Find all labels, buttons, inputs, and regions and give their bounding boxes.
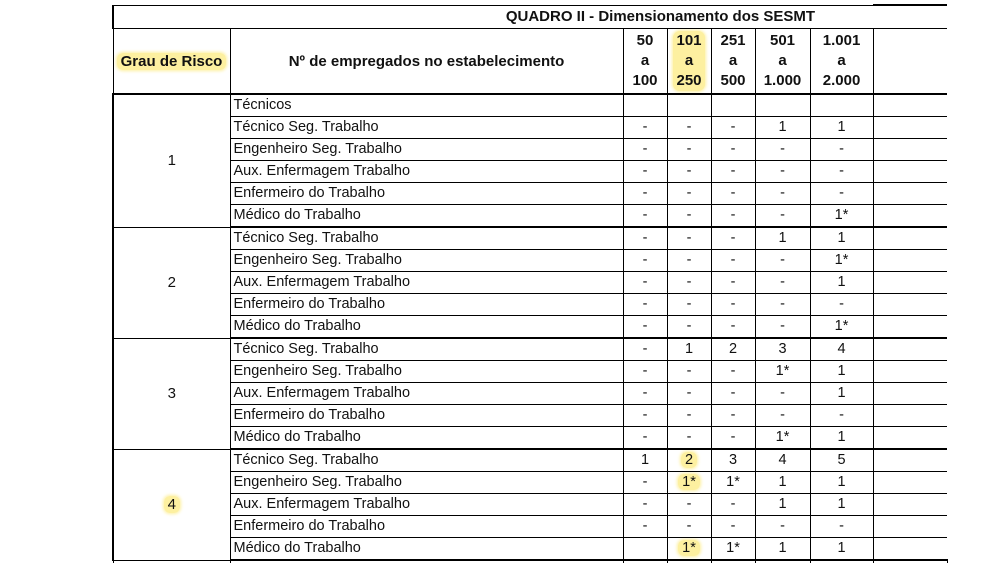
value-cell — [667, 494, 711, 516]
value-cell — [667, 361, 711, 383]
value-cell — [810, 94, 873, 117]
value-cell-next — [873, 361, 947, 383]
value-cell — [623, 183, 667, 205]
value-cell — [623, 227, 667, 250]
cell-value: - — [642, 119, 648, 135]
value-cell — [810, 294, 873, 316]
value-cell — [667, 94, 711, 117]
grau-value: 1 — [167, 152, 176, 170]
cell-value: - — [839, 163, 844, 179]
value-cell — [667, 472, 711, 494]
cell-value: - — [730, 207, 736, 223]
value-cell — [623, 449, 667, 472]
value-cell — [711, 516, 755, 538]
cell-value: 4 — [837, 341, 846, 357]
cell-value: - — [686, 230, 692, 246]
grau-value: 4 — [164, 496, 180, 513]
value-cell — [810, 472, 873, 494]
value-cell — [667, 516, 711, 538]
cell-value: - — [780, 274, 785, 290]
value-cell — [755, 338, 810, 361]
header-range-0 — [623, 29, 667, 95]
cell-value: - — [642, 296, 648, 312]
value-cell-next — [873, 94, 947, 117]
cell-value: - — [730, 429, 736, 445]
cell-value: - — [642, 407, 648, 423]
cell-value: 2 — [728, 341, 738, 357]
value-cell — [623, 272, 667, 294]
value-cell — [755, 472, 810, 494]
cell-value: - — [686, 429, 692, 445]
value-cell — [810, 449, 873, 472]
value-cell — [667, 449, 711, 472]
value-cell — [810, 516, 873, 538]
value-cell-next — [873, 294, 947, 316]
grau-cell — [113, 227, 230, 338]
value-cell-next — [873, 205, 947, 228]
value-cell — [810, 139, 873, 161]
value-cell — [623, 94, 667, 117]
header-range-next — [873, 29, 947, 95]
role-label: Enfermeiro do Trabalho — [230, 516, 623, 538]
cell-value: 1 — [684, 341, 694, 357]
value-cell — [810, 427, 873, 450]
title-row — [113, 5, 947, 29]
cell-value: 1* — [834, 207, 849, 223]
value-cell — [667, 139, 711, 161]
role-label: Técnico Seg. Trabalho — [230, 227, 623, 250]
cell-value: - — [730, 385, 736, 401]
cell-value: - — [642, 496, 648, 512]
table-row — [113, 316, 947, 339]
range-text: 251 a 500 — [720, 32, 746, 89]
range-text: 1.001 a 2.000 — [822, 32, 861, 89]
cell-value: - — [642, 474, 648, 490]
role-label: Aux. Enfermagem Trabalho — [230, 383, 623, 405]
cell-value: - — [730, 518, 736, 534]
value-cell — [711, 361, 755, 383]
value-cell — [810, 117, 873, 139]
cell-value: - — [642, 252, 648, 268]
value-cell — [711, 538, 755, 561]
role-label: Enfermeiro do Trabalho — [230, 405, 623, 427]
value-cell — [623, 117, 667, 139]
value-cell-next — [873, 427, 947, 450]
role-label: Técnico Seg. Trabalho — [230, 338, 623, 361]
value-cell — [667, 338, 711, 361]
cell-value: 1 — [837, 540, 846, 556]
value-cell — [755, 316, 810, 339]
role-label: Aux. Enfermagem Trabalho — [230, 161, 623, 183]
value-cell — [755, 117, 810, 139]
cell-value: 1 — [837, 496, 846, 512]
cell-value: - — [686, 385, 692, 401]
cell-value: - — [839, 141, 844, 157]
cell-value: - — [730, 296, 736, 312]
cell-value: 1* — [678, 474, 700, 490]
cell-value: - — [730, 274, 736, 290]
value-cell — [623, 427, 667, 450]
table-row — [113, 472, 947, 494]
cell-value: 1* — [834, 318, 849, 334]
value-cell — [623, 405, 667, 427]
value-cell — [711, 250, 755, 272]
cell-value: - — [839, 296, 844, 312]
table-row — [113, 494, 947, 516]
role-label: Técnico Seg. Trabalho — [230, 449, 623, 472]
role-label: Médico do Trabalho — [230, 205, 623, 228]
value-cell — [755, 494, 810, 516]
value-cell-next — [873, 472, 947, 494]
header-range-1 — [667, 29, 711, 95]
cell-value: 1* — [834, 252, 849, 268]
cell-value: 1 — [778, 540, 787, 556]
cell-value: - — [730, 141, 736, 157]
cell-value: 1 — [778, 474, 787, 490]
value-cell — [755, 94, 810, 117]
value-cell — [667, 427, 711, 450]
table-row — [113, 538, 947, 561]
role-label: Aux. Enfermagem Trabalho — [230, 272, 623, 294]
cell-value: - — [839, 407, 844, 423]
value-cell — [755, 183, 810, 205]
header-grau-cell — [113, 29, 230, 95]
cell-value: - — [839, 185, 844, 201]
cell-value: - — [839, 518, 844, 534]
value-cell — [623, 161, 667, 183]
cell-value: 3 — [778, 341, 787, 357]
value-cell-next — [873, 272, 947, 294]
table-row — [113, 361, 947, 383]
value-cell — [810, 494, 873, 516]
cell-value: - — [730, 230, 736, 246]
value-cell — [810, 405, 873, 427]
value-cell — [755, 383, 810, 405]
value-cell — [623, 338, 667, 361]
cell-value: 1* — [726, 540, 740, 556]
cell-value: - — [686, 207, 692, 223]
value-cell — [810, 538, 873, 561]
cell-value: - — [642, 230, 648, 246]
cell-value: - — [642, 163, 648, 179]
value-cell-next — [873, 338, 947, 361]
value-cell — [711, 294, 755, 316]
value-cell-next — [873, 227, 947, 250]
sesmt-table — [112, 4, 948, 563]
value-cell — [755, 449, 810, 472]
cell-value: - — [686, 363, 692, 379]
value-cell — [755, 227, 810, 250]
role-label: Engenheiro Seg. Trabalho — [230, 361, 623, 383]
value-cell-next — [873, 383, 947, 405]
cell-value: - — [780, 141, 785, 157]
cell-value: 1 — [837, 385, 846, 401]
cell-value: - — [780, 518, 785, 534]
value-cell — [711, 117, 755, 139]
value-cell-next — [873, 538, 947, 561]
value-cell — [667, 227, 711, 250]
cell-value: - — [780, 207, 785, 223]
table-row — [113, 161, 947, 183]
cell-value: - — [642, 318, 648, 334]
range-text: 501 a 1.000 — [763, 32, 802, 89]
role-label: Médico do Trabalho — [230, 316, 623, 339]
cell-value: - — [686, 407, 692, 423]
cell-value: - — [642, 207, 648, 223]
value-cell — [755, 516, 810, 538]
cell-value: - — [642, 141, 648, 157]
value-cell — [711, 183, 755, 205]
cell-value: - — [730, 252, 736, 268]
value-cell — [755, 272, 810, 294]
value-cell — [667, 294, 711, 316]
role-label: Médico do Trabalho — [230, 538, 623, 561]
value-cell — [623, 516, 667, 538]
value-cell — [755, 538, 810, 561]
cell-value: - — [780, 163, 785, 179]
table-row — [113, 227, 947, 250]
cell-value: - — [780, 296, 785, 312]
value-cell — [667, 383, 711, 405]
value-cell — [810, 316, 873, 339]
value-cell — [711, 449, 755, 472]
value-cell — [711, 383, 755, 405]
cell-value: 1* — [775, 363, 790, 379]
cell-value: - — [642, 385, 648, 401]
cell-value: - — [730, 407, 736, 423]
cell-value: 1 — [837, 230, 846, 246]
value-cell-next — [873, 316, 947, 339]
value-cell — [755, 361, 810, 383]
value-cell — [711, 338, 755, 361]
value-cell — [667, 405, 711, 427]
table-row — [113, 117, 947, 139]
value-cell — [711, 494, 755, 516]
value-cell — [711, 472, 755, 494]
cell-value: - — [730, 163, 736, 179]
value-cell — [623, 383, 667, 405]
cell-value: - — [730, 185, 736, 201]
cell-value: - — [686, 296, 692, 312]
value-cell — [667, 250, 711, 272]
value-cell — [623, 538, 667, 561]
header-range-2 — [711, 29, 755, 95]
header-row — [113, 29, 947, 95]
grau-value: 3 — [167, 385, 176, 402]
value-cell — [810, 250, 873, 272]
value-cell — [755, 427, 810, 450]
value-cell-next — [873, 250, 947, 272]
table-row — [113, 250, 947, 272]
value-cell — [810, 338, 873, 361]
value-cell — [810, 205, 873, 228]
cell-value: - — [686, 119, 692, 135]
grau-cell — [113, 338, 230, 449]
value-cell — [623, 250, 667, 272]
value-cell-next — [873, 449, 947, 472]
value-cell — [711, 405, 755, 427]
value-cell — [623, 494, 667, 516]
table-row — [113, 294, 947, 316]
header-range-4 — [810, 29, 873, 95]
cell-value: - — [730, 363, 736, 379]
table-row — [113, 205, 947, 228]
cell-value: - — [642, 274, 648, 290]
value-cell — [667, 183, 711, 205]
cell-value: - — [686, 141, 692, 157]
cell-value: - — [686, 252, 692, 268]
cell-value: - — [686, 496, 692, 512]
table-row — [113, 94, 947, 117]
value-cell — [711, 161, 755, 183]
value-cell — [755, 161, 810, 183]
cell-value: - — [642, 363, 648, 379]
table-row — [113, 427, 947, 450]
value-cell — [755, 205, 810, 228]
cell-value: 1 — [837, 119, 846, 135]
cell-value: - — [686, 274, 692, 290]
value-cell — [667, 316, 711, 339]
value-cell — [755, 139, 810, 161]
table-row — [113, 183, 947, 205]
cell-value: 1 — [837, 474, 846, 490]
role-label: Engenheiro Seg. Trabalho — [230, 250, 623, 272]
role-label: Engenheiro Seg. Trabalho — [230, 472, 623, 494]
table-row — [113, 449, 947, 472]
value-cell-next — [873, 139, 947, 161]
value-cell-next — [873, 161, 947, 183]
value-cell — [667, 161, 711, 183]
role-label: Médico do Trabalho — [230, 427, 623, 450]
header-grau-label: Grau de Risco — [117, 53, 227, 70]
value-cell-next — [873, 117, 947, 139]
value-cell — [810, 161, 873, 183]
grau-cell — [113, 94, 230, 227]
table-row — [113, 405, 947, 427]
cell-value: 1* — [775, 429, 790, 445]
value-cell — [810, 272, 873, 294]
value-cell — [667, 117, 711, 139]
role-label: Enfermeiro do Trabalho — [230, 294, 623, 316]
value-cell — [810, 383, 873, 405]
table-title: QUADRO II - Dimensionamento dos SESMT — [113, 5, 873, 29]
table-row — [113, 516, 947, 538]
value-cell — [711, 139, 755, 161]
range-text-highlighted: 101 a 250 — [673, 31, 704, 91]
cell-value: 1 — [837, 274, 846, 290]
value-cell — [711, 427, 755, 450]
table-row — [113, 383, 947, 405]
value-cell — [623, 361, 667, 383]
role-label: Enfermeiro do Trabalho — [230, 183, 623, 205]
table-row — [113, 139, 947, 161]
cell-value: - — [642, 429, 648, 445]
cell-value: - — [730, 318, 736, 334]
cell-value: 1 — [640, 452, 650, 468]
value-cell — [755, 405, 810, 427]
value-cell — [711, 272, 755, 294]
cell-value: 2 — [681, 452, 697, 468]
role-label: Técnico Seg. Trabalho — [230, 117, 623, 139]
range-text: 50 a 100 — [632, 32, 658, 89]
title-spacer — [873, 5, 947, 29]
value-cell — [667, 272, 711, 294]
value-cell — [810, 361, 873, 383]
value-cell — [623, 294, 667, 316]
value-cell — [711, 227, 755, 250]
header-range-3 — [755, 29, 810, 95]
value-cell — [810, 183, 873, 205]
cell-value: 1* — [678, 540, 700, 556]
cell-value: - — [730, 119, 736, 135]
role-label: Aux. Enfermagem Trabalho — [230, 494, 623, 516]
cell-value: 1 — [778, 496, 787, 512]
cell-value: - — [730, 496, 736, 512]
cell-value: - — [780, 252, 785, 268]
cell-value: - — [642, 185, 648, 201]
value-cell-next — [873, 494, 947, 516]
cell-value: 3 — [728, 452, 738, 468]
grau-cell — [113, 449, 230, 560]
cell-value: 1* — [726, 474, 740, 490]
value-cell — [623, 139, 667, 161]
value-cell — [623, 316, 667, 339]
value-cell — [755, 250, 810, 272]
value-cell — [755, 294, 810, 316]
value-cell — [711, 316, 755, 339]
cell-value: 1 — [778, 230, 787, 246]
role-label: Técnicos — [230, 94, 623, 117]
cell-value: - — [642, 341, 648, 357]
value-cell — [623, 472, 667, 494]
value-cell — [623, 205, 667, 228]
table-row — [113, 338, 947, 361]
value-cell — [667, 538, 711, 561]
cell-value: 1 — [837, 363, 846, 379]
cell-value: - — [686, 163, 692, 179]
value-cell — [810, 227, 873, 250]
cell-value: - — [686, 185, 692, 201]
role-label: Engenheiro Seg. Trabalho — [230, 139, 623, 161]
value-cell — [711, 205, 755, 228]
cell-value: - — [780, 318, 785, 334]
cell-value: - — [686, 518, 692, 534]
cell-value: - — [780, 185, 785, 201]
cell-value: - — [780, 385, 785, 401]
value-cell-next — [873, 516, 947, 538]
cell-value: 4 — [778, 452, 787, 468]
value-cell — [667, 205, 711, 228]
header-employees-label: Nº de empregados no estabelecimento — [230, 29, 623, 95]
cell-value: 5 — [837, 452, 846, 468]
cell-value: - — [642, 518, 648, 534]
cell-value: - — [780, 407, 785, 423]
cell-value: 1 — [778, 119, 787, 135]
cell-value: 1 — [837, 429, 846, 445]
table-row — [113, 272, 947, 294]
value-cell-next — [873, 405, 947, 427]
grau-value: 2 — [167, 274, 176, 291]
value-cell — [711, 94, 755, 117]
cell-value: - — [686, 318, 692, 334]
value-cell-next — [873, 183, 947, 205]
